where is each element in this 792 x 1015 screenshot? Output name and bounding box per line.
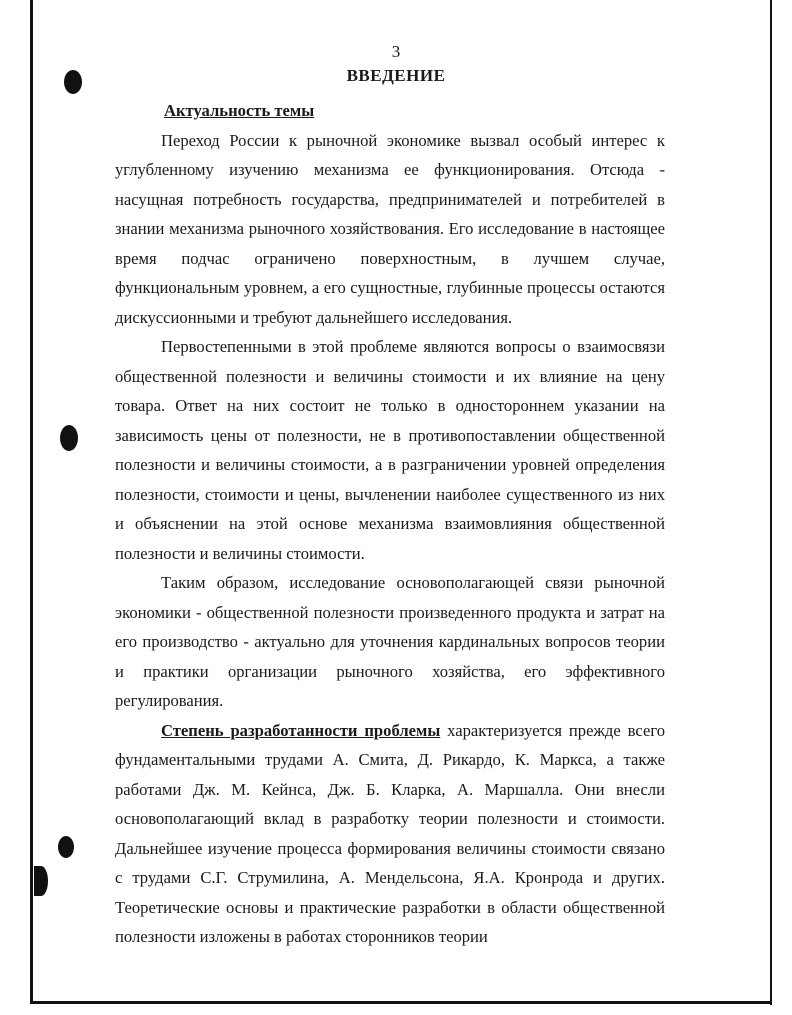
page-number: 3 (391, 42, 401, 61)
scan-border-left (30, 0, 33, 1002)
paragraph: Переход России к рыночной экономике вызвал особый интерес к углубленному изучению механизма ее функционирования. Отсюда - насущная потребность государства, предпринимателей и потребителей в знании механизма рыночного хозяйствования. Его исследование в настоящее время подчас ограничено поверхностным, в лучшем случае, функциональным уровнем, а его сущностные, глубинные процессы остаются дискуссионными и требуют дальнейшего исследования. (115, 130, 665, 327)
paragraph: Первостепенными в этой проблеме являются вопросы о взаимосвязи общественной полезности и величины стоимости и их влияние на цену товара. Ответ на них состоит не только в одностороннем указании на зависимость цены от полезности, не в противопоставлении общественной полезности и величины стоимости, а в разграничении уровней определения полезности, стоимости и цены, вычленении наиболее существенного из них и объяснении на этой основе механизма взаимовлияния общественной полезности и величины стоимости. (115, 337, 665, 563)
document-body (115, 96, 665, 952)
inline-heading: Степень разработанности проблемы (161, 720, 441, 740)
scan-border-bottom (30, 1001, 772, 1004)
binding-mark (34, 866, 48, 896)
scan-border-right (770, 0, 772, 1005)
paragraph: Таким образом, исследование основополагающей связи рыночной экономики - общественной полезности произведенного продукта и затрат на его производство - актуально для уточнения кардинальных вопросов теории и практики организации рыночного хозяйства, его эффективного регулирования. (115, 573, 665, 710)
paragraph (115, 716, 665, 952)
paragraph-text: характеризуется прежде всего фундаментальными трудами А. Смита, Д. Рикардо, К. Маркса, а также работами Дж. М. Кейнса, Дж. Б. Кларка, А. Маршалла. Они внесли основополагающий вклад в разработку теории полезности и стоимости. Дальнейшее изучение процесса формирования величины стоимости связано с трудами С.Г. Струмилина, А. Мендельсона, Я.А. Кронрода и других. Теоретические основы и практические разработки в области общественной полезности изложены в работах сторонников теории (115, 720, 666, 946)
punch-hole-middle (60, 425, 78, 451)
punch-hole-lower (58, 836, 74, 858)
page-title: ВВЕДЕНИЕ (346, 66, 446, 85)
section-heading: Актуальность темы (164, 101, 315, 120)
